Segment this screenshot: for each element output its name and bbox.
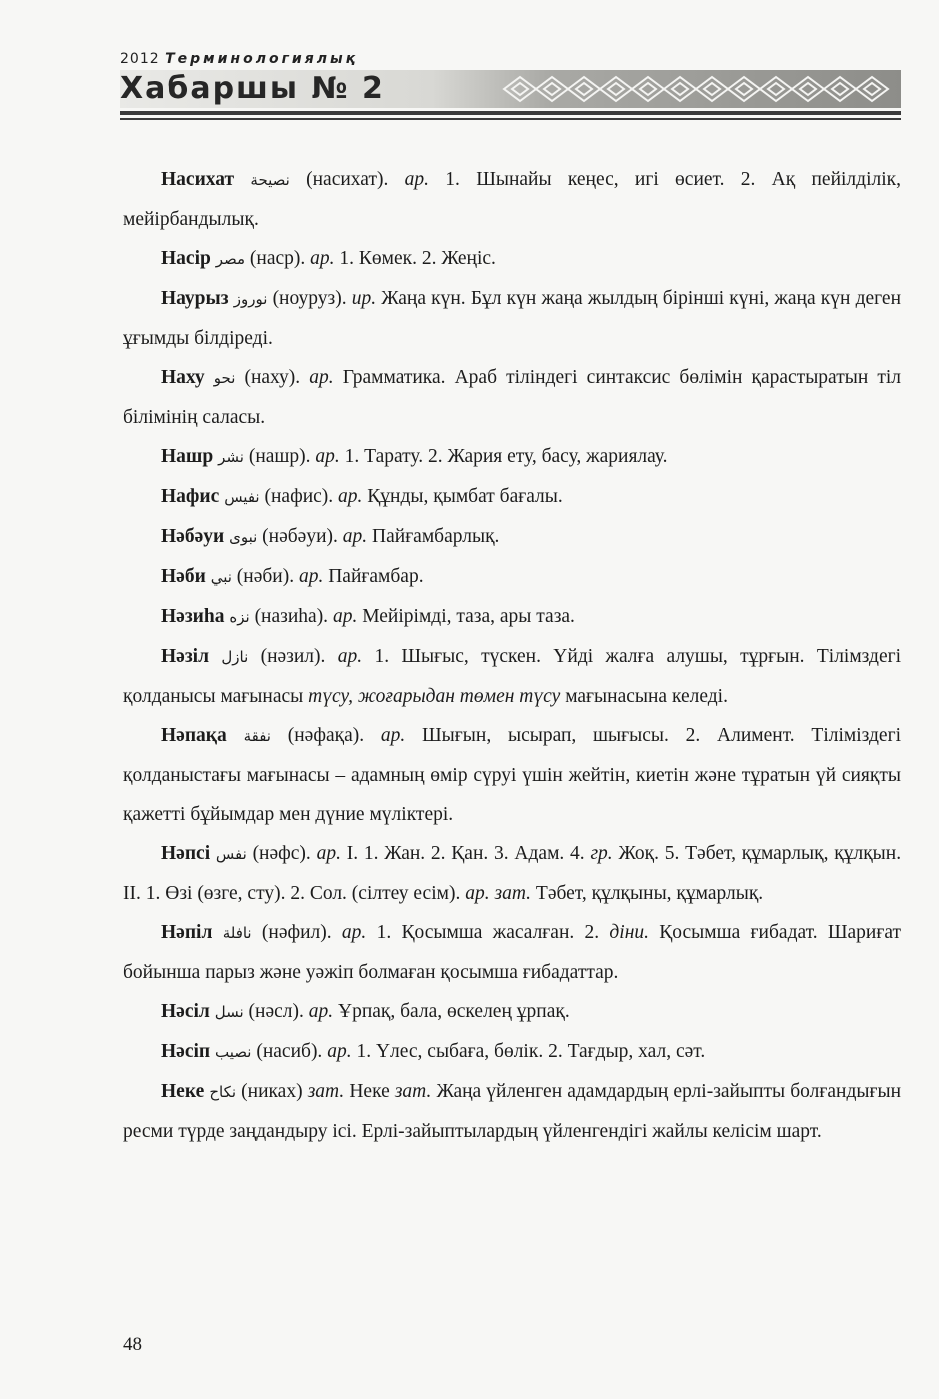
dictionary-entry: Наурыз نوروز (ноуруз). ир. Жаңа күн. Бұл күн жаңа жылдың бірінші күні, жаңа күн деген ұғымды білдіреді. <box>123 288 902 349</box>
header-year: 2012 <box>120 51 160 67</box>
dictionary-entry: Нәпсі نفس (нәфс). ар. І. 1. Жан. 2. Қан. 3. Адам. 4. гр. Жоқ. 5. Тәбет, құмарлық, құлқын. ІІ. 1. Өзі (өзге, сту). 2. Сол. (сілтеу есім). ар. зат. Тәбет, құлқыны, құмарлық. <box>123 843 902 904</box>
dictionary-entries <box>123 160 901 1151</box>
ornament-pattern-icon <box>500 72 900 106</box>
header-subtitle-line <box>120 50 901 68</box>
dictionary-entry: Нәсіл نسل (нәсл). ар. Ұрпақ, бала, өскелең ұрпақ. <box>161 1001 570 1022</box>
header-rule-thin <box>120 118 901 120</box>
dictionary-entry: Нашр نشر (нашр). ар. 1. Тарату. 2. Жария ету, басу, жариялау. <box>161 446 668 467</box>
dictionary-entry: Насихат نصيحة (насихат). ар. 1. Шынайы кеңес, игі өсиет. 2. Ақ пейілділік, мейірбандылық. <box>123 169 901 230</box>
page-number: 48 <box>123 1334 142 1355</box>
dictionary-entry: Нәби نبي (нәби). ар. Пайғамбар. <box>161 566 424 587</box>
dictionary-entry: Нәбәуи نبوى (нәбәуи). ар. Пайғамбарлық. <box>161 526 500 547</box>
dictionary-entry: Насip مصر (наср). ар. 1. Көмек. 2. Жеңіс. <box>161 248 496 269</box>
header-subtitle: Терминологиялық <box>165 51 359 67</box>
page-header <box>120 50 901 120</box>
header-band <box>120 70 901 108</box>
dictionary-entry: Нәзиһа نزه (назиһа). ар. Мейірімді, таза, ары таза. <box>161 606 575 627</box>
dictionary-entry: Нәпіл نافلة (нәфил). ар. 1. Қосымша жасалған. 2. діни. Қосымша ғибадат. Шариғат бойынша парыз және уәжіп болмаған қосымша ғибадаттар. <box>123 922 902 983</box>
dictionary-entry: Нәпақа نفقة (нәфақа). ар. Шығын, ысырап, шығысы. 2. Алимент. Тіліміздегі қолданыстағы мағынасы – адамның өмір сүруі үшін жейтін, киетін және тұратын үй сияқты қажетті бұйымдар мен дүние мүліктері. <box>123 725 901 825</box>
journal-title: Хабаршы № 2 <box>120 71 385 106</box>
dictionary-entry: Нәзіл نازل (нәзил). ар. 1. Шығыс, түскен. Үйді жалға алушы, тұрғын. Тілімздегі қолданысы мағынасы түсу, жоғарыдан төмен түсу мағынасына келеді. <box>123 646 902 707</box>
dictionary-entry: Неке نكاح (никах) зат. Неке зат. Жаңа үйленген адамдардың ерлі-зайыпты болғандығын ресми түрде заңдандыру ісі. Ерлі-зайыптылардың үйленгендігі жайлы келісім шарт. <box>123 1081 902 1142</box>
dictionary-entry: Нафис نفيس (нафис). ар. Құнды, қымбат бағалы. <box>161 486 563 507</box>
dictionary-entry: Нәсіп نصيب (насиб). ар. 1. Үлес, сыбаға, бөлік. 2. Тағдыр, хал, сәт. <box>161 1041 706 1062</box>
dictionary-entry: Наху نحو (наху). ар. Грамматика. Араб тіліндегі синтаксис бөлімін қарастыратын тіл білімінің саласы. <box>123 367 902 428</box>
header-rule-thick <box>120 111 901 115</box>
